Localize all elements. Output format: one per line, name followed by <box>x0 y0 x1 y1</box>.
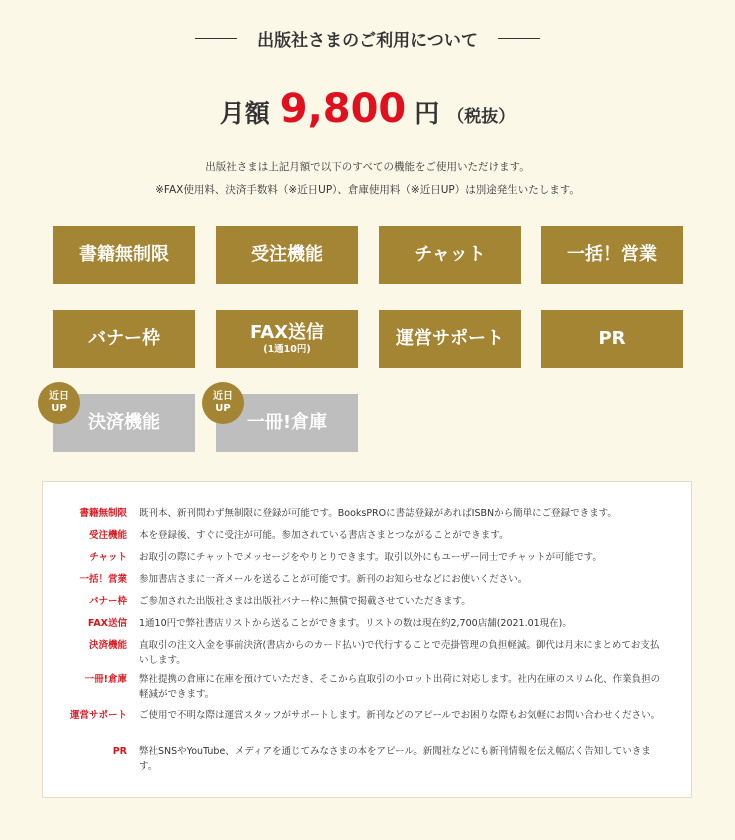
feature-order-receiving <box>216 226 358 284</box>
feature-chat <box>379 226 521 284</box>
price-unit: 円 <box>414 99 440 128</box>
section-heading <box>0 26 735 51</box>
description-term: 一括！営業 <box>79 574 127 585</box>
heading-right-rule <box>498 38 540 39</box>
description-row <box>43 506 693 521</box>
description-text: ご参加された出版社さまは出版社バナー枠に無償で掲載させていただきます。 <box>139 596 471 607</box>
description-term: 運営サポート <box>69 710 127 721</box>
feature-label: 書籍無制限 <box>79 244 169 265</box>
feature-label: チャット <box>414 244 486 265</box>
description-text: 弊社SNSやYouTube、メディアを通じてみなさまの本をアピール。新聞社などにも新刊情報を伝え幅広く告知していきます。 <box>139 746 651 772</box>
coming-soon-badge <box>38 382 80 424</box>
feature-descriptions <box>42 481 692 798</box>
price-label: 月額 <box>219 99 270 128</box>
description-row <box>43 572 693 587</box>
notes-line-2: ※FAX使用料、決済手数料（※近日UP）、倉庫使用料（※近日UP）は別途発生いたします。 <box>155 184 580 196</box>
feature-label: 決済機能 <box>88 412 160 433</box>
description-term: 受注機能 <box>88 530 127 541</box>
feature-operations-support <box>379 310 521 368</box>
notes-line-1: 出版社さまは上記月額で以下のすべての機能をご使用いただけます。 <box>205 161 530 173</box>
description-term: チャット <box>89 552 127 563</box>
description-row <box>43 708 693 723</box>
description-text: 参加書店さまに一斉メールを送ることが可能です。新刊のお知らせなどにお使いください。 <box>139 574 528 585</box>
feature-bulk-sales <box>541 226 683 284</box>
price-amount: 9,800 <box>279 86 407 132</box>
description-text: 本を登録後、すぐに受注が可能。参加されている書店さまとつながることができます。 <box>139 530 509 541</box>
description-row <box>43 638 693 668</box>
description-text: 1通10円で弊社書店リストから送ることができます。リストの数は現在約2,700店舗(2021.01現在)。 <box>139 618 572 629</box>
description-text: ご使用で不明な際は運営スタッフがサポートします。新刊などのアピールでお困りな際もお気軽にお問い合わせください。 <box>139 710 661 721</box>
badge-line-1: 近日 <box>213 391 233 402</box>
description-row <box>43 672 693 702</box>
description-term: 一冊!倉庫 <box>84 674 127 685</box>
feature-label: 一括！営業 <box>567 244 657 265</box>
description-term: 書籍無制限 <box>79 508 127 519</box>
badge-line-2: UP <box>215 403 231 414</box>
feature-label: バナー枠 <box>88 328 160 349</box>
feature-pr <box>541 310 683 368</box>
feature-unlimited-books <box>53 226 195 284</box>
description-term: PR <box>112 746 127 757</box>
feature-label: FAX送信 <box>249 322 325 343</box>
feature-label: 運営サポート <box>396 328 504 349</box>
price-tax-note: （税抜） <box>447 107 516 127</box>
page-title: 出版社さまのご利用について <box>257 31 478 51</box>
description-row <box>43 616 693 631</box>
description-term: バナー枠 <box>88 596 127 607</box>
pricing-notes <box>0 156 735 202</box>
description-text: 既刊本、新刊問わず無制限に登録が可能です。BooksPROに書誌登録があればISBNから簡単にご登録できます。 <box>139 508 617 519</box>
description-row <box>43 550 693 565</box>
description-text: 直取引の注文入金を事前決済(書店からのカード払い)で代行することで売掛管理の負担軽減。御代は月末にまとめてお支払いします。 <box>139 640 660 666</box>
description-term: 決済機能 <box>88 640 127 651</box>
description-text: 弊社提携の倉庫に在庫を預けていただき、そこから直取引の小ロット出荷に対応します。社内在庫のスリム化、作業負担の軽減ができます。 <box>139 674 661 700</box>
feature-label: 一冊!倉庫 <box>246 412 328 433</box>
feature-fax-sending <box>216 310 358 368</box>
badge-line-1: 近日 <box>49 391 69 402</box>
description-row <box>43 528 693 543</box>
price-display <box>0 86 735 132</box>
description-term: FAX送信 <box>87 618 127 629</box>
feature-label: 受注機能 <box>251 244 323 265</box>
feature-sublabel: (1通10円) <box>263 344 311 355</box>
feature-label: PR <box>598 328 626 349</box>
description-row <box>43 744 693 774</box>
description-row <box>43 594 693 609</box>
heading-left-rule <box>195 38 237 39</box>
coming-soon-badge <box>202 382 244 424</box>
description-text: お取引の際にチャットでメッセージをやりとりできます。取引以外にもユーザー同士でチャットが可能です。 <box>139 552 602 563</box>
feature-banner-slot <box>53 310 195 368</box>
badge-line-2: UP <box>51 403 67 414</box>
